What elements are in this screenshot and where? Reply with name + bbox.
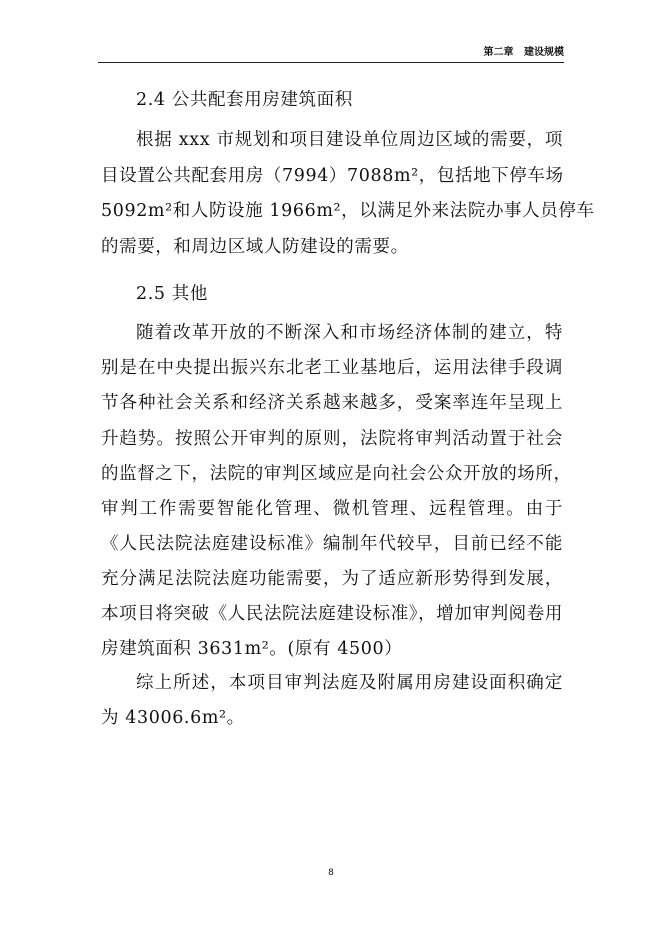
paragraph-line: 根据 xxx 市规划和项目建设单位周边区域的需要，项 — [136, 130, 563, 150]
section-heading-2-4: 2.4 公共配套用房建筑面积 — [136, 90, 353, 110]
paragraph-line: 目设置公共配套用房（7994）7088m²，包括地下停车场 — [101, 166, 564, 186]
running-header — [98, 45, 564, 61]
header-title: 建设规模 — [524, 47, 564, 58]
paragraph-line: 别是在中央提出振兴东北老工业基地后，运用法律手段调 — [101, 358, 563, 378]
paragraph-line: 的监督之下，法院的审判区域应是向社会公众开放的场所， — [101, 464, 572, 484]
paragraph-line: 充分满足法院法庭功能需要，为了适应新形势得到发展， — [101, 569, 563, 589]
header-rule — [98, 62, 564, 63]
paragraph-line: 升趋势。按照公开审判的原则，法院将审判活动置于社会 — [101, 429, 563, 449]
paragraph-line: 审判工作需要智能化管理、微机管理、远程管理。由于 — [101, 499, 563, 519]
paragraph-line: 《人民法院法庭建设标准》编制年代较早，目前已经不能 — [101, 534, 563, 554]
paragraph-line: 综上所述，本项目审判法庭及附属用房建设面积确定 — [136, 673, 563, 693]
header-chapter: 第二章 — [483, 47, 514, 58]
paragraph-line: 节各种社会关系和经济关系越来越多，受案率连年呈现上 — [101, 393, 563, 413]
paragraph-line: 为 43006.6m²。 — [101, 708, 245, 728]
section-heading-2-5: 2.5 其他 — [136, 284, 208, 304]
page-number: 8 — [328, 868, 334, 878]
paragraph-line: 随着改革开放的不断深入和市场经济体制的建立，特 — [136, 323, 563, 343]
paragraph-line: 房建筑面积 3631m²。(原有 4500） — [101, 639, 403, 659]
paragraph-line: 的需要，和周边区域人防建设的需要。 — [101, 237, 409, 257]
paragraph-line: 本项目将突破《人民法院法庭建设标准》，增加审判阅卷用 — [101, 604, 563, 624]
paragraph-line: 5092m²和人防设施 1966m²，以满足外来法院办事人员停车 — [101, 201, 595, 221]
